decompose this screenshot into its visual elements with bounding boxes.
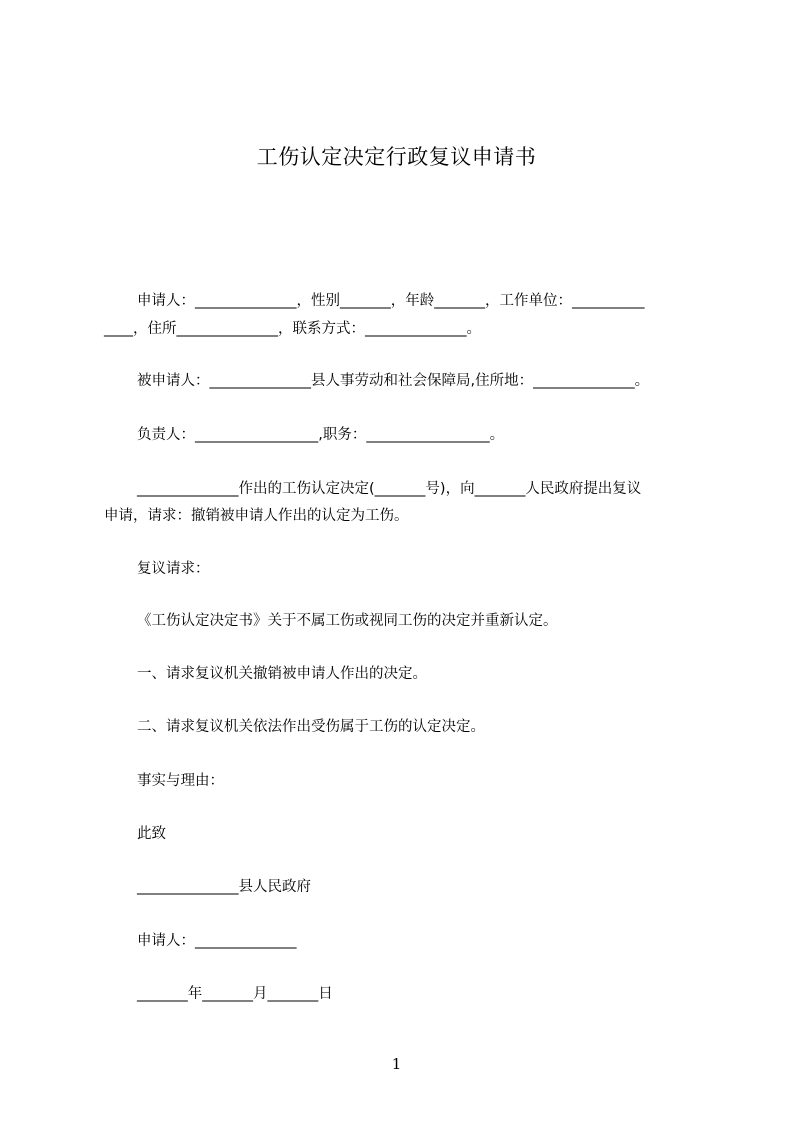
respondent-line: 被申请人：______________县人事劳动和社会保障局,住所地：______________。	[137, 373, 650, 389]
responsible-person-line: 负责人：_________________,职务：_________________。	[137, 427, 505, 443]
decision-line-2: 申请，请求：撤销被申请人作出的认定为工伤。	[104, 508, 409, 524]
signature-line: 申请人：______________	[137, 933, 297, 949]
request-heading: 复议请求：	[137, 561, 210, 577]
facts-heading: 事实与理由：	[137, 773, 224, 789]
recipient-line: ______________县人民政府	[137, 879, 311, 895]
date-line: _______年_______月_______日	[137, 986, 333, 1002]
request-item-1: 一、请求复议机关撤销被申请人作出的决定。	[137, 666, 427, 682]
request-item-0: 《工伤认定决定书》关于不属工伤或视同工伤的决定并重新认定。	[137, 613, 558, 629]
salutation: 此致	[137, 826, 166, 842]
request-item-2: 二、请求复议机关依法作出受伤属于工伤的认定决定。	[137, 719, 485, 735]
applicant-line-1: 申请人：______________，性别_______，年龄_______，工作单位：__________	[137, 293, 645, 309]
applicant-line-2: ____，住所______________，联系方式：______________。	[104, 321, 481, 337]
document-title: 工伤认定决定行政复议申请书	[256, 145, 537, 169]
page-number: 1	[391, 1055, 402, 1073]
decision-line-1: ______________作出的工伤认定决定(_______号)，向_______人民政府提出复议	[137, 481, 642, 497]
